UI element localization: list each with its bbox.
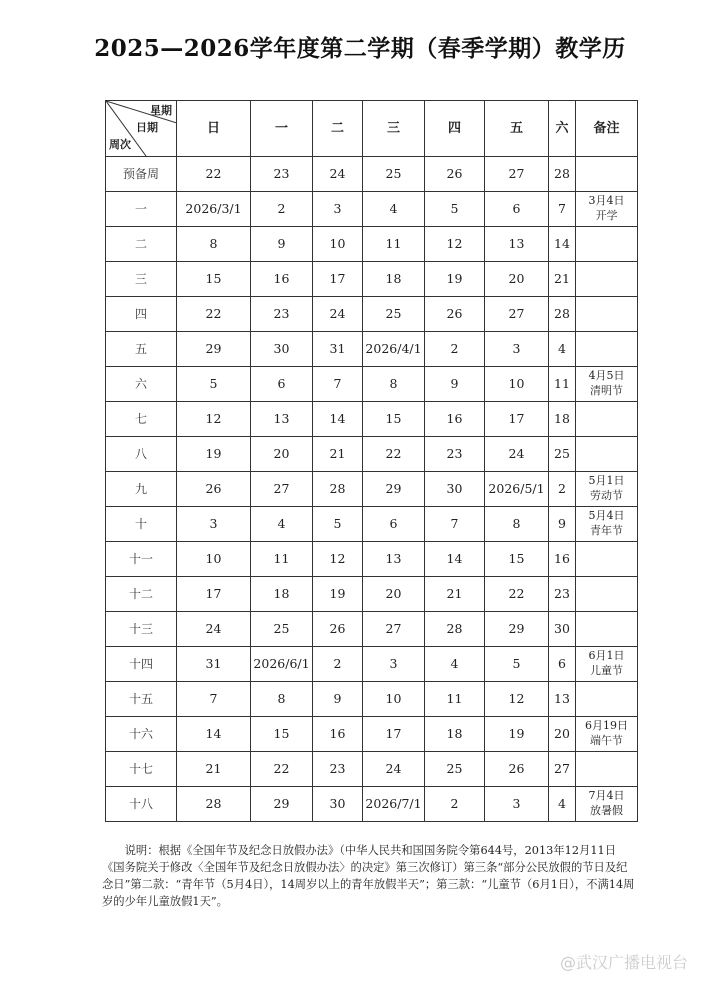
date-cell: 9 [313, 682, 363, 717]
date-cell: 23 [313, 752, 363, 787]
note-header: 备注 [576, 101, 638, 157]
date-cell: 7 [425, 507, 485, 542]
week-cell: 二 [106, 227, 177, 262]
date-cell: 20 [251, 437, 313, 472]
date-cell: 14 [425, 542, 485, 577]
date-cell: 27 [363, 612, 425, 647]
date-cell: 26 [485, 752, 549, 787]
date-cell: 3 [485, 787, 549, 822]
date-cell: 3 [313, 192, 363, 227]
date-cell: 19 [425, 262, 485, 297]
date-cell: 13 [549, 682, 576, 717]
date-cell: 8 [485, 507, 549, 542]
day-header: 二 [313, 101, 363, 157]
header-row [106, 101, 638, 157]
date-cell: 12 [485, 682, 549, 717]
corner-weekday-label: 星期 [150, 104, 172, 117]
date-cell: 27 [485, 297, 549, 332]
date-cell: 15 [177, 262, 251, 297]
date-cell: 16 [425, 402, 485, 437]
calendar-table [105, 100, 638, 822]
date-cell: 12 [425, 227, 485, 262]
day-header: 一 [251, 101, 313, 157]
date-cell: 13 [251, 402, 313, 437]
date-cell: 27 [549, 752, 576, 787]
note-cell [576, 577, 638, 612]
date-cell: 23 [251, 297, 313, 332]
date-cell: 30 [251, 332, 313, 367]
table-row [106, 577, 638, 612]
date-cell: 5 [313, 507, 363, 542]
date-cell: 10 [313, 227, 363, 262]
date-cell: 22 [177, 297, 251, 332]
note-cell: 6月1日 儿童节 [576, 647, 638, 682]
date-cell: 17 [177, 577, 251, 612]
week-cell: 六 [106, 367, 177, 402]
week-cell: 七 [106, 402, 177, 437]
date-cell: 10 [485, 367, 549, 402]
table-row [106, 507, 638, 542]
date-cell: 10 [363, 682, 425, 717]
date-cell: 30 [313, 787, 363, 822]
day-header: 六 [549, 101, 576, 157]
date-cell: 14 [177, 717, 251, 752]
table-row [106, 262, 638, 297]
day-header: 三 [363, 101, 425, 157]
date-cell: 24 [177, 612, 251, 647]
table-row [106, 612, 638, 647]
date-cell: 16 [313, 717, 363, 752]
note-cell [576, 157, 638, 192]
date-cell: 9 [549, 507, 576, 542]
table-row [106, 682, 638, 717]
date-cell: 25 [363, 297, 425, 332]
note-cell: 7月4日 放暑假 [576, 787, 638, 822]
date-cell: 21 [549, 262, 576, 297]
date-cell: 29 [177, 332, 251, 367]
date-cell: 13 [363, 542, 425, 577]
date-cell: 4 [549, 332, 576, 367]
date-cell: 2 [425, 332, 485, 367]
date-cell: 2026/7/1 [363, 787, 425, 822]
day-header: 日 [177, 101, 251, 157]
table-row [106, 472, 638, 507]
date-cell: 6 [251, 367, 313, 402]
date-cell: 19 [177, 437, 251, 472]
date-cell: 28 [425, 612, 485, 647]
date-cell: 7 [549, 192, 576, 227]
table-row [106, 297, 638, 332]
week-cell: 五 [106, 332, 177, 367]
table-row [106, 752, 638, 787]
date-cell: 4 [363, 192, 425, 227]
table-row [106, 437, 638, 472]
date-cell: 28 [549, 297, 576, 332]
date-cell: 21 [313, 437, 363, 472]
date-cell: 26 [177, 472, 251, 507]
date-cell: 26 [313, 612, 363, 647]
date-cell: 16 [549, 542, 576, 577]
date-cell: 27 [251, 472, 313, 507]
date-cell: 28 [313, 472, 363, 507]
date-cell: 11 [363, 227, 425, 262]
week-cell: 十八 [106, 787, 177, 822]
date-cell: 23 [425, 437, 485, 472]
note-cell [576, 332, 638, 367]
note-cell [576, 752, 638, 787]
date-cell: 18 [251, 577, 313, 612]
note-cell [576, 402, 638, 437]
day-header: 五 [485, 101, 549, 157]
date-cell: 2 [425, 787, 485, 822]
date-cell: 31 [313, 332, 363, 367]
note-cell: 3月4日 开学 [576, 192, 638, 227]
date-cell: 5 [485, 647, 549, 682]
date-cell: 19 [313, 577, 363, 612]
table-row [106, 647, 638, 682]
week-cell: 十六 [106, 717, 177, 752]
date-cell: 25 [425, 752, 485, 787]
date-cell: 16 [251, 262, 313, 297]
date-cell: 10 [177, 542, 251, 577]
date-cell: 25 [251, 612, 313, 647]
date-cell: 15 [251, 717, 313, 752]
date-cell: 8 [251, 682, 313, 717]
date-cell: 15 [363, 402, 425, 437]
date-cell: 28 [177, 787, 251, 822]
date-cell: 20 [485, 262, 549, 297]
date-cell: 18 [363, 262, 425, 297]
note-cell [576, 682, 638, 717]
date-cell: 4 [251, 507, 313, 542]
date-cell: 31 [177, 647, 251, 682]
date-cell: 26 [425, 297, 485, 332]
date-cell: 14 [313, 402, 363, 437]
date-cell: 24 [363, 752, 425, 787]
date-cell: 24 [313, 157, 363, 192]
note-cell: 6月19日 端午节 [576, 717, 638, 752]
week-cell: 十七 [106, 752, 177, 787]
note-cell [576, 437, 638, 472]
date-cell: 2026/6/1 [251, 647, 313, 682]
date-cell: 2 [313, 647, 363, 682]
note-cell [576, 612, 638, 647]
note-cell [576, 297, 638, 332]
week-cell: 四 [106, 297, 177, 332]
date-cell: 17 [313, 262, 363, 297]
table-row [106, 227, 638, 262]
week-cell: 一 [106, 192, 177, 227]
watermark: @武汉广播电视台 [560, 953, 689, 972]
date-cell: 3 [177, 507, 251, 542]
date-cell: 24 [485, 437, 549, 472]
date-cell: 2 [549, 472, 576, 507]
table-row [106, 787, 638, 822]
table-row [106, 332, 638, 367]
table-row [106, 542, 638, 577]
date-cell: 25 [363, 157, 425, 192]
date-cell: 6 [485, 192, 549, 227]
table-row [106, 402, 638, 437]
week-cell: 十 [106, 507, 177, 542]
date-cell: 19 [485, 717, 549, 752]
week-cell: 十五 [106, 682, 177, 717]
date-cell: 13 [485, 227, 549, 262]
date-cell: 4 [425, 647, 485, 682]
date-cell: 6 [363, 507, 425, 542]
date-cell: 28 [549, 157, 576, 192]
date-cell: 22 [485, 577, 549, 612]
date-cell: 2026/4/1 [363, 332, 425, 367]
date-cell: 24 [313, 297, 363, 332]
date-cell: 8 [177, 227, 251, 262]
date-cell: 23 [549, 577, 576, 612]
note-cell [576, 262, 638, 297]
date-cell: 26 [425, 157, 485, 192]
date-cell: 29 [363, 472, 425, 507]
week-cell: 九 [106, 472, 177, 507]
date-cell: 2026/3/1 [177, 192, 251, 227]
date-cell: 17 [485, 402, 549, 437]
corner-date-label: 日期 [136, 121, 158, 134]
date-cell: 23 [251, 157, 313, 192]
explanation-note: 说明：根据《全国年节及纪念日放假办法》（中华人民共和国国务院令第644号，2013年12月11日《国务院关于修改〈全国年节及纪念日放假办法〉的决定》第三次修订）第三条“部分公民放假的节日及纪念日”第二款：“青年节（5月4日），14周岁以上的青年放假半天”；第三款：“儿童节（6月1日），不满14周岁的少年儿童放假1天”。 [102, 844, 635, 908]
date-cell: 25 [549, 437, 576, 472]
date-cell: 20 [549, 717, 576, 752]
date-cell: 22 [251, 752, 313, 787]
date-cell: 12 [177, 402, 251, 437]
date-cell: 21 [425, 577, 485, 612]
date-cell: 30 [425, 472, 485, 507]
note-cell [576, 227, 638, 262]
date-cell: 5 [425, 192, 485, 227]
table-row [106, 192, 638, 227]
corner-week-label: 周次 [109, 138, 131, 151]
corner-header [106, 101, 177, 157]
date-cell: 20 [363, 577, 425, 612]
date-cell: 11 [549, 367, 576, 402]
week-cell: 三 [106, 262, 177, 297]
note-cell [576, 542, 638, 577]
date-cell: 5 [177, 367, 251, 402]
note-cell: 5月1日 劳动节 [576, 472, 638, 507]
date-cell: 18 [549, 402, 576, 437]
week-cell: 十三 [106, 612, 177, 647]
date-cell: 9 [251, 227, 313, 262]
week-cell: 预备周 [106, 157, 177, 192]
date-cell: 29 [485, 612, 549, 647]
date-cell: 14 [549, 227, 576, 262]
date-cell: 12 [313, 542, 363, 577]
page-title: 2025—2026学年度第二学期（春季学期）教学历 [94, 35, 626, 62]
date-cell: 22 [363, 437, 425, 472]
date-cell: 11 [251, 542, 313, 577]
table-row [106, 717, 638, 752]
date-cell: 7 [177, 682, 251, 717]
date-cell: 29 [251, 787, 313, 822]
date-cell: 4 [549, 787, 576, 822]
date-cell: 15 [485, 542, 549, 577]
date-cell: 2 [251, 192, 313, 227]
note-cell: 4月5日 清明节 [576, 367, 638, 402]
week-cell: 八 [106, 437, 177, 472]
day-header: 四 [425, 101, 485, 157]
date-cell: 8 [363, 367, 425, 402]
week-cell: 十四 [106, 647, 177, 682]
week-cell: 十一 [106, 542, 177, 577]
date-cell: 9 [425, 367, 485, 402]
date-cell: 3 [363, 647, 425, 682]
date-cell: 21 [177, 752, 251, 787]
date-cell: 17 [363, 717, 425, 752]
note-cell: 5月4日 青年节 [576, 507, 638, 542]
date-cell: 6 [549, 647, 576, 682]
table-row [106, 367, 638, 402]
date-cell: 11 [425, 682, 485, 717]
date-cell: 30 [549, 612, 576, 647]
week-cell: 十二 [106, 577, 177, 612]
date-cell: 18 [425, 717, 485, 752]
date-cell: 27 [485, 157, 549, 192]
date-cell: 22 [177, 157, 251, 192]
date-cell: 2026/5/1 [485, 472, 549, 507]
table-row [106, 157, 638, 192]
date-cell: 7 [313, 367, 363, 402]
date-cell: 3 [485, 332, 549, 367]
